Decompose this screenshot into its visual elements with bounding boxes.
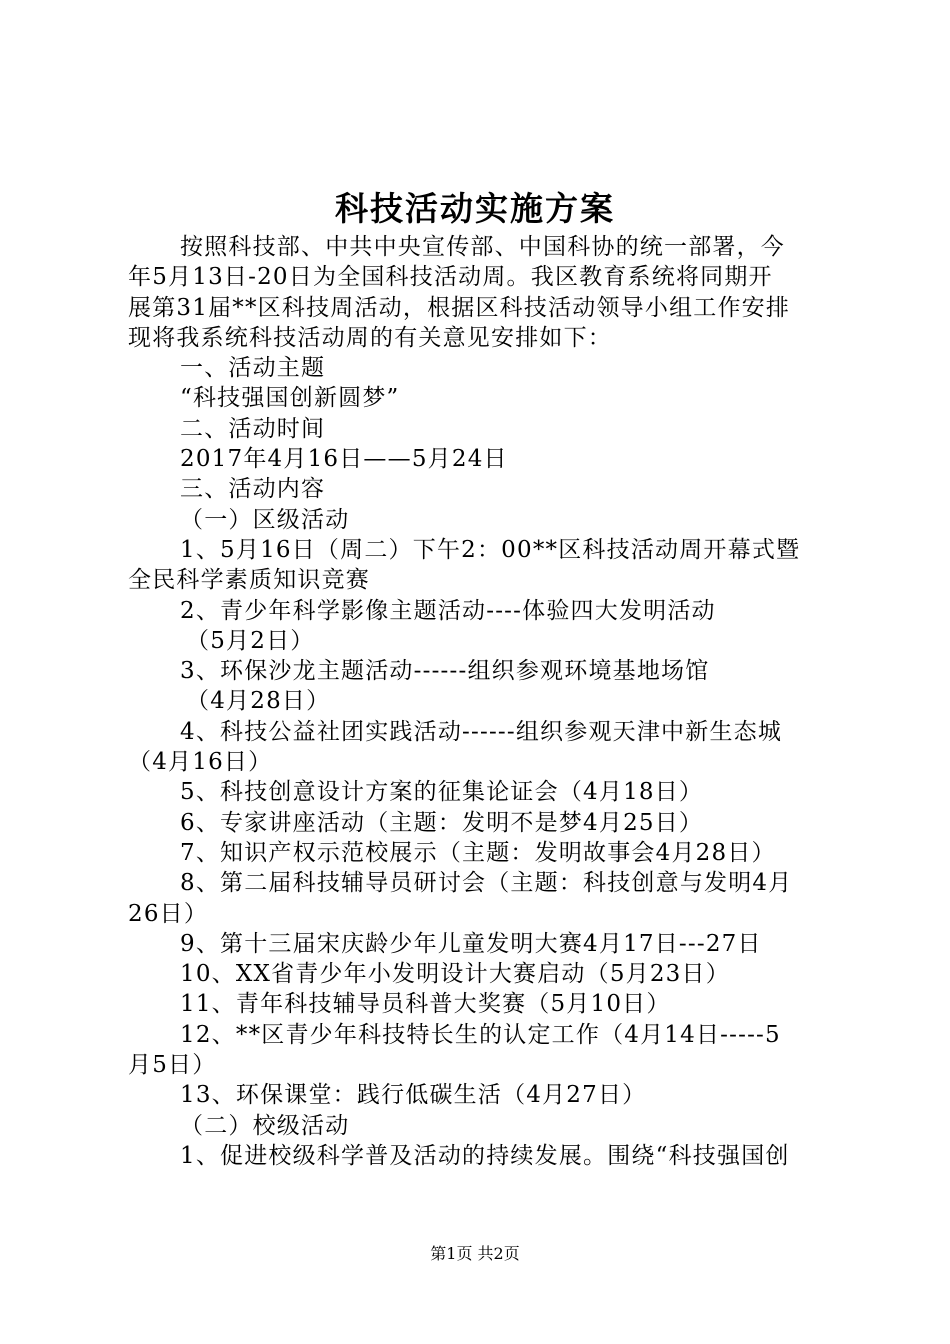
- list-item: 6、专家讲座活动（主题：发明不是梦4月25日）: [180, 809, 704, 836]
- section-heading: 二、活动时间: [180, 415, 326, 442]
- list-item-continued: （4月16日）: [128, 749, 273, 776]
- paragraph-line: 年5月13日-20日为全国科技活动周。我区教育系统将同期开: [128, 264, 773, 291]
- list-item: 4、科技公益社团实践活动------组织参观天津中新生态城: [180, 718, 783, 745]
- list-item: 12、**区青少年科技特长生的认定工作（4月14日-----5: [180, 1021, 781, 1048]
- list-item-continued: 全民科学素质知识竞赛: [128, 567, 370, 594]
- list-item-continued: 月5日）: [128, 1052, 217, 1079]
- page-footer: 第1页 共2页: [430, 1244, 520, 1263]
- paragraph-line: 按照科技部、中共中央宣传部、中国科协的统一部署，今: [180, 234, 785, 260]
- section-heading: 一、活动主题: [180, 355, 326, 382]
- list-item: 9、第十三届宋庆龄少年儿童发明大赛4月17日---27日: [180, 930, 762, 957]
- paragraph-line: 现将我系统科技活动周的有关意见安排如下：: [128, 324, 612, 351]
- list-item-continued: （4月28日）: [186, 688, 331, 715]
- list-item: 13、环保课堂：践行低碳生活（4月27日）: [180, 1082, 647, 1109]
- list-item: 10、XX省青少年小发明设计大赛启动（5月23日）: [180, 961, 730, 988]
- subsection-heading: （一）区级活动: [180, 506, 350, 533]
- list-item-continued: （5月2日）: [186, 627, 315, 654]
- list-item: 1、促进校级科学普及活动的持续发展。围绕“科技强国创: [180, 1142, 790, 1169]
- list-item: 5、科技创意设计方案的征集论证会（4月18日）: [180, 779, 704, 806]
- paragraph-line: 2017年4月16日——5月24日: [180, 446, 508, 473]
- document-body: [128, 232, 834, 1171]
- list-item: 7、知识产权示范校展示（主题：发明故事会4月28日）: [180, 839, 776, 866]
- list-item-continued: 26日）: [128, 900, 209, 927]
- list-item: 3、环保沙龙主题活动------组织参观环境基地场馆: [180, 658, 710, 685]
- list-item: 11、青年科技辅导员科普大奖赛（5月10日）: [180, 991, 671, 1018]
- list-item: 2、青少年科学影像主题活动----体验四大发明活动: [180, 597, 716, 624]
- list-item: 1、5月16日（周二）下午2：00**区科技活动周开幕式暨: [180, 536, 801, 563]
- document-title: 科技活动实施方案: [335, 189, 615, 228]
- section-heading: 三、活动内容: [180, 476, 326, 503]
- paragraph-line: 展第31届**区科技周活动，根据区科技活动领导小组工作安排: [128, 294, 791, 321]
- list-item: 8、第二届科技辅导员研讨会（主题：科技创意与发明4月: [180, 870, 793, 897]
- paragraph-line: “科技强国创新圆梦”: [180, 385, 400, 412]
- subsection-heading: （二）校级活动: [180, 1112, 350, 1139]
